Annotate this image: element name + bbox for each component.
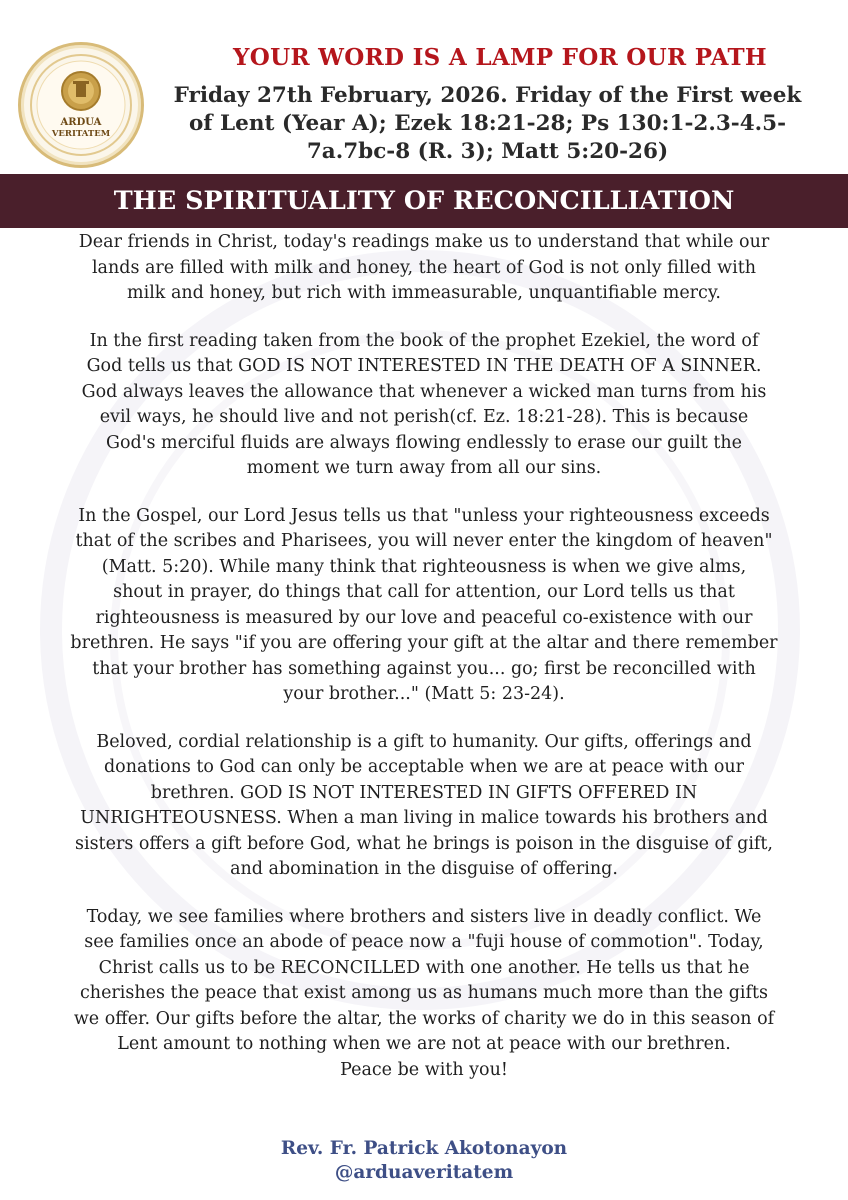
text-line: that of the scribes and Pharisees, you will never enter the kingdom of heaven" [75,531,773,551]
text-line: see families once an abode of peace now a "fuji house of commotion". Today, [84,932,764,952]
svg-text:VERITATEM: VERITATEM [51,129,111,139]
text-line: brethren. GOD IS NOT INTERESTED IN GIFTS OFFERED IN [150,782,698,803]
text-line: cherishes the peace that exist among us as humans much more than the gifts [80,983,768,1003]
text-line: milk and honey, but rich with immeasurable, unquantifiable mercy. [127,283,721,303]
logo-emblem-icon [21,45,141,165]
text-line: (Matt. 5:20). While many think that righteousness is when we give alms, [101,556,747,577]
text-line: Dear friends in Christ, today's readings make us to understand that while our [78,232,770,252]
title-banner [0,174,848,228]
text-line: moment we turn away from all our sins. [246,458,602,478]
header-title: YOUR WORD IS A LAMP FOR OUR PATH [233,44,767,71]
text-line: your brother..." (Matt 5: 23-24). [283,684,565,704]
text-line: and abomination in the disguise of offering. [230,859,618,879]
readings-line: 7a.7bc-8 (R. 3); Matt 5:20-26) [306,139,669,164]
text-line: lands are filled with milk and honey, the heart of God is not only filled with [91,257,757,278]
text-line: brethren. He says "if you are offering your gift at the altar and there remember [70,633,778,653]
reflection-title: THE SPIRITUALITY OF RECONCILLIATION [113,186,735,216]
text-line: God tells us that GOD IS NOT INTERESTED IN THE DEATH OF A SINNER. [86,356,762,376]
social-handle: @arduaveritatem [334,1162,514,1183]
reflection-body [28,230,820,1083]
svg-text:ARDUA: ARDUA [60,117,102,128]
text-line: God's merciful fluids are always flowing endlessly to erase our guilt the [105,432,743,453]
paragraph-relationship [28,730,820,883]
text-line: that your brother has something against you... go; first be reconcilled with [92,658,756,679]
paragraph-conclusion [28,905,820,1084]
text-line: Beloved, cordial relationship is a gift to humanity. Our gifts, offerings and [96,731,752,752]
text-line: Today, we see families where brothers and sisters live in deadly conflict. We [86,906,762,927]
paragraph-intro [28,230,820,307]
date-and-readings [150,82,825,166]
author-name: Rev. Fr. Patrick Akotonayon [280,1138,568,1159]
text-line: evil ways, he should live and not perish(cf. Ez. 18:21-28). This is because [99,407,749,427]
text-line: UNRIGHTEOUSNESS. When a man living in malice towards his brothers and [80,808,768,828]
text-line: righteousness is measured by our love and peaceful co-existence with our [95,607,753,628]
readings-line: Friday 27th February, 2026. Friday of the First week [173,83,802,108]
text-line: In the first reading taken from the book of the prophet Ezekiel, the word of [89,330,759,351]
text-line: donations to God can only be acceptable when we are at peace with our [103,757,745,777]
ardua-veritatem-logo [18,42,144,168]
text-line: Lent amount to nothing when we are not at peace with our brethren. [117,1034,731,1054]
text-line: shout in prayer, do things that call for attention, our Lord tells us that [113,582,735,602]
text-line: Peace be with you! [340,1059,508,1080]
paragraph-gospel [28,504,820,708]
readings-line: of Lent (Year A); Ezek 18:21-28; Ps 130:1-2.3-4.5- [188,111,787,136]
text-line: God always leaves the allowance that whenever a wicked man turns from his [81,381,767,402]
text-line: sisters offers a gift before God, what he brings is poison in the disguise of gift, [75,833,773,854]
paragraph-first-reading [28,329,820,482]
text-line: Christ calls us to be RECONCILLED with one another. He tells us that he [98,957,750,978]
text-line: In the Gospel, our Lord Jesus tells us that "unless your righteousness exceeds [78,505,770,526]
text-line: we offer. Our gifts before the altar, the works of charity we do in this season of [73,1008,775,1029]
